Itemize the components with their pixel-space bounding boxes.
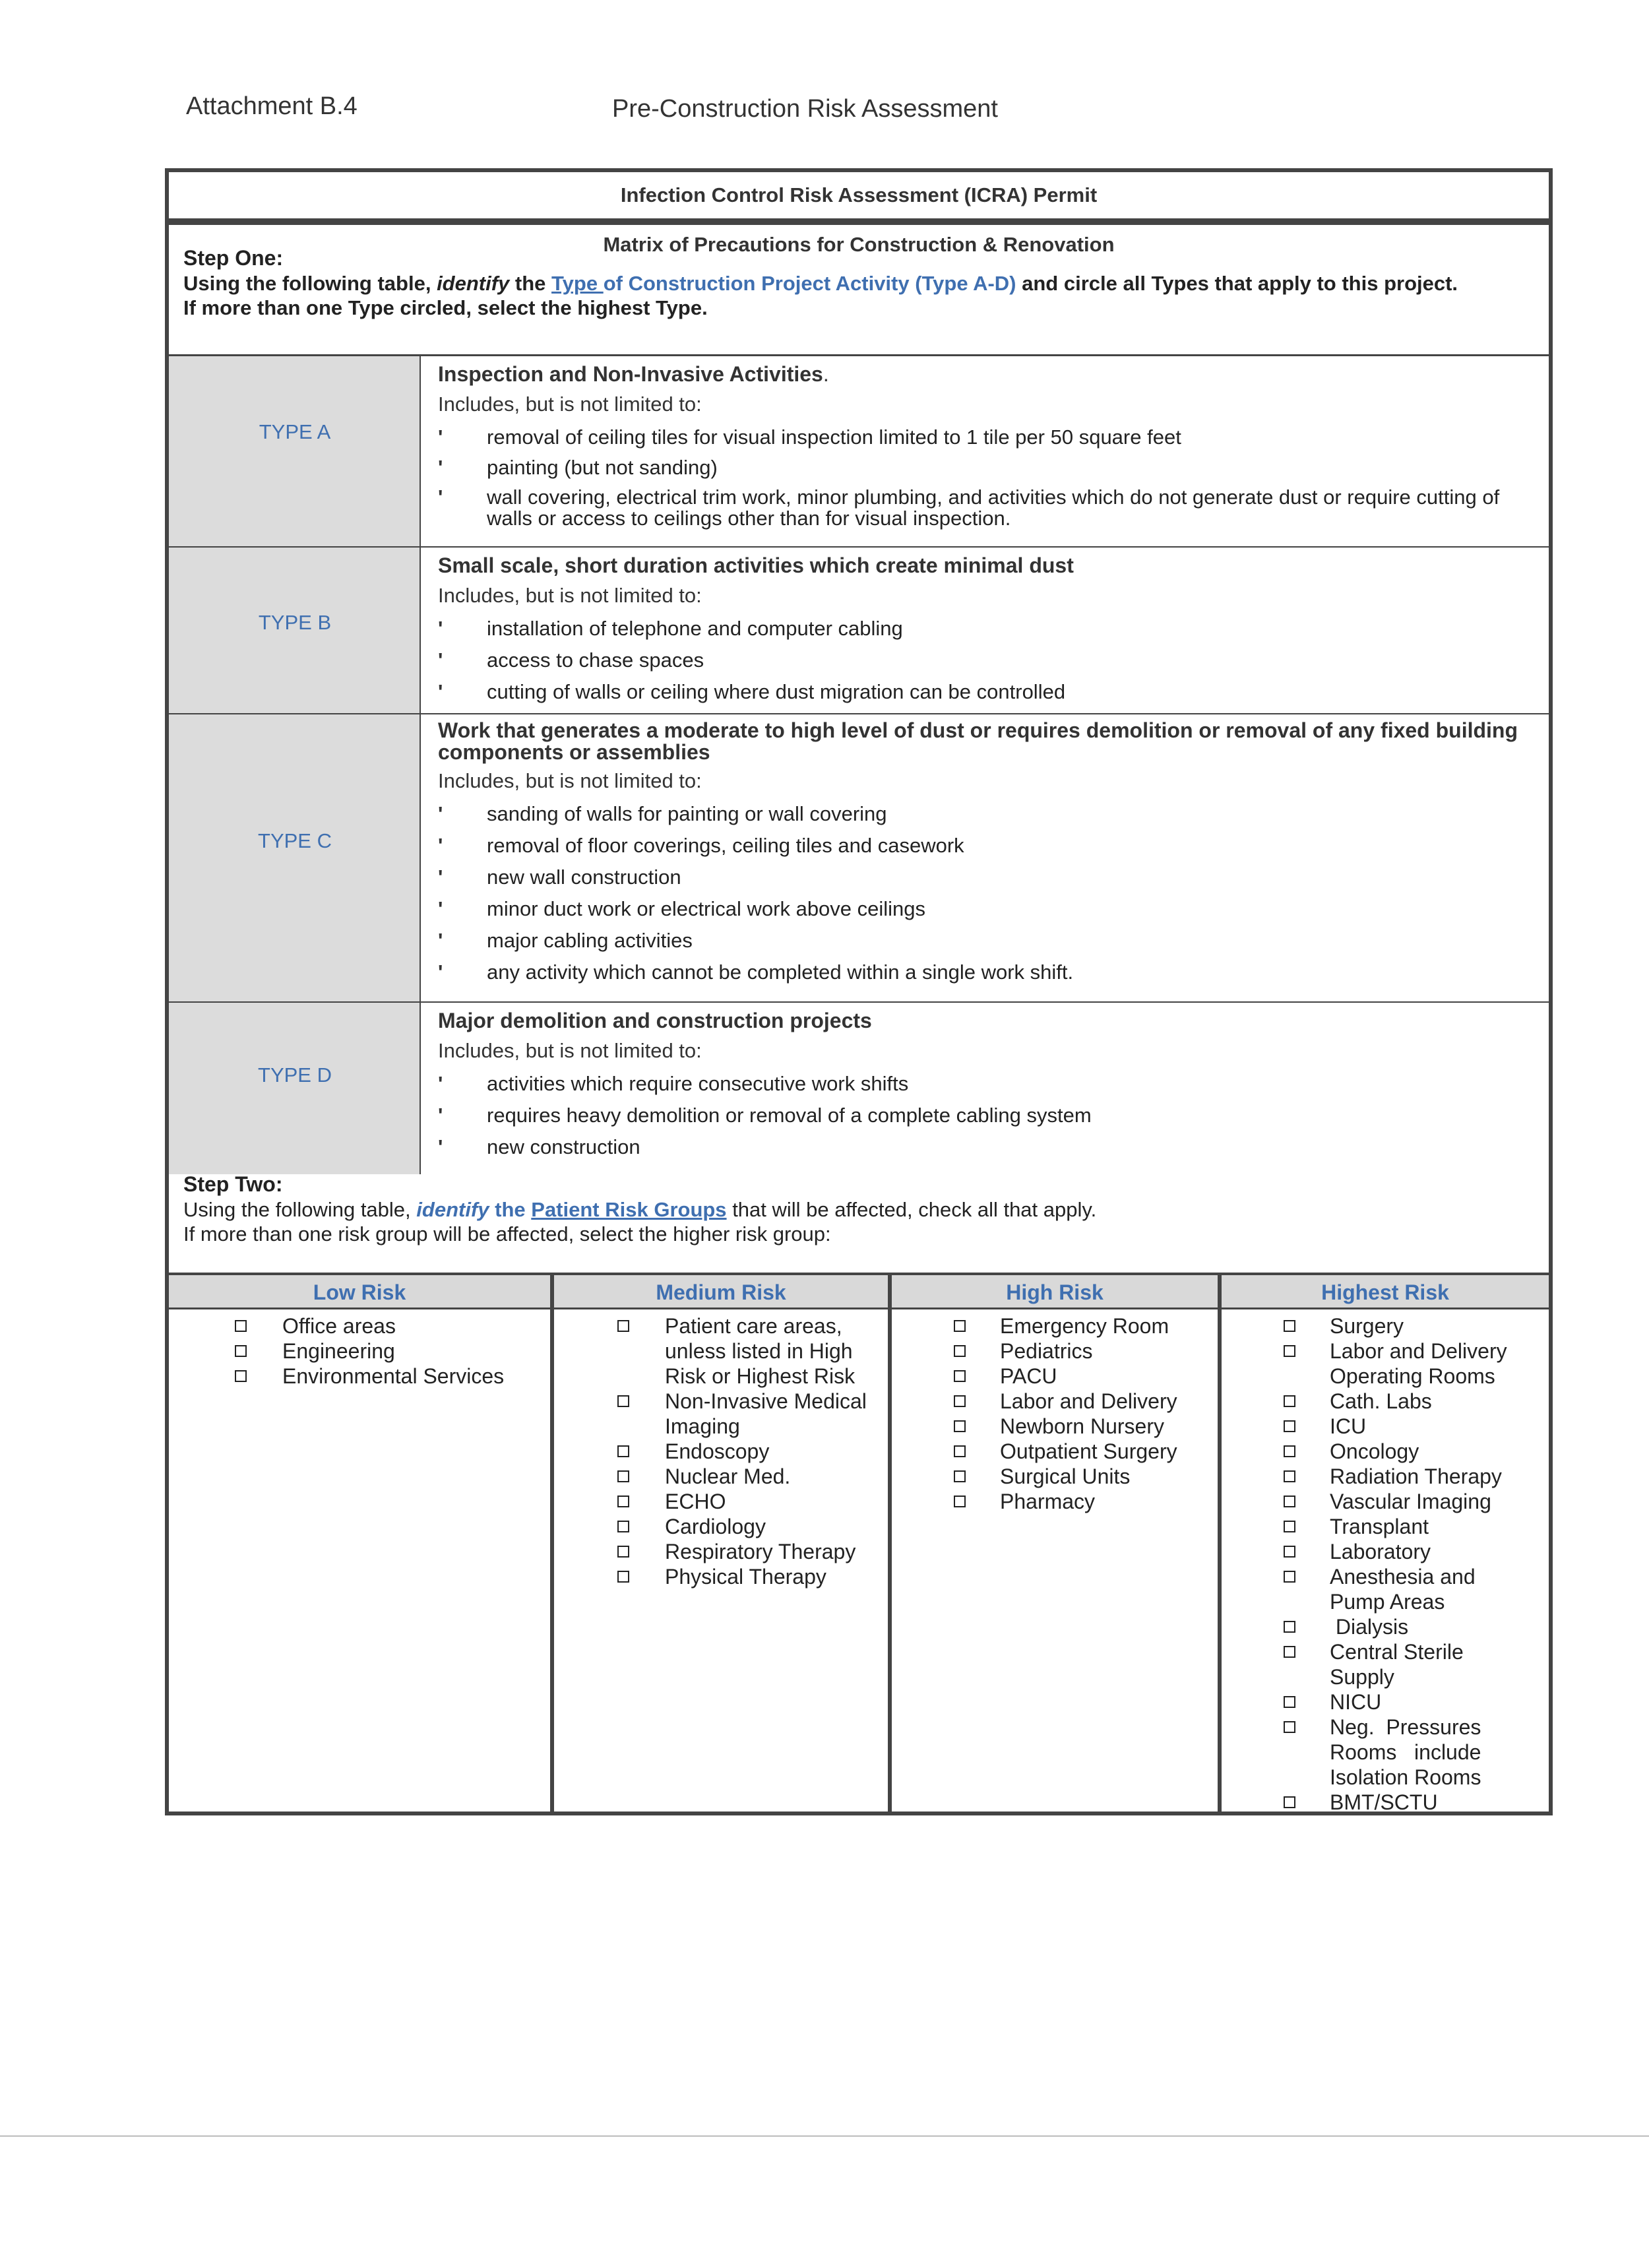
risk-item[interactable]: [892, 1339, 1218, 1364]
risk-column-medium: [550, 1275, 888, 1811]
checkbox-icon[interactable]: [954, 1395, 966, 1407]
type-heading-text: Inspection and Non-Invasive Activities: [438, 362, 823, 386]
checkbox-icon[interactable]: [954, 1420, 966, 1432]
risk-item[interactable]: [1222, 1414, 1549, 1439]
checkbox-icon[interactable]: [1284, 1621, 1295, 1633]
type-link-rest: of Construction Project Activity (Type A-D): [603, 272, 1016, 295]
attachment-label: Attachment B.4: [186, 92, 358, 120]
risk-item-label: unless listed in High: [665, 1339, 853, 1363]
risk-item[interactable]: [1222, 1313, 1549, 1339]
risk-item-label: Central Sterile: [1330, 1640, 1464, 1664]
checkbox-icon[interactable]: [617, 1521, 629, 1532]
type-label: TYPE C: [258, 829, 332, 852]
risk-item-label: Pharmacy: [1000, 1490, 1096, 1513]
risk-item-list: [1222, 1309, 1549, 1815]
risk-item-label: Neg. Pressures: [1330, 1715, 1481, 1739]
step-one-line-two: If more than one Type circled, select the highest Type.: [183, 296, 708, 319]
type-label: TYPE D: [258, 1063, 332, 1087]
type-link: Type: [551, 272, 604, 295]
type-row-d: [169, 1003, 1549, 1174]
checkbox-icon[interactable]: [235, 1320, 247, 1332]
type-bullet: ' requires heavy demolition or removal of a complete cabling system: [438, 1104, 1540, 1127]
risk-item-list: [554, 1309, 888, 1589]
risk-item[interactable]: [1222, 1715, 1549, 1790]
risk-item[interactable]: [554, 1539, 888, 1564]
type-label: TYPE A: [259, 420, 331, 443]
type-bullet: ' new wall construction: [438, 866, 1540, 889]
type-content: [438, 1003, 1540, 1158]
step-two-text-prefix: Using the following table,: [183, 1198, 411, 1221]
checkbox-icon[interactable]: [617, 1395, 629, 1407]
risk-item-label: Pediatrics: [1000, 1339, 1093, 1363]
risk-item[interactable]: [554, 1439, 888, 1464]
risk-item-label: BMT/SCTU: [1330, 1790, 1438, 1814]
risk-item[interactable]: [169, 1339, 550, 1364]
risk-item-label: Laboratory: [1330, 1540, 1431, 1563]
risk-item-label: Physical Therapy: [665, 1565, 826, 1589]
checkbox-icon[interactable]: [617, 1546, 629, 1558]
checkbox-icon[interactable]: [1284, 1696, 1295, 1708]
risk-item-label: Imaging: [665, 1414, 740, 1438]
includes-label: Includes, but is not limited to:: [438, 393, 702, 416]
type-label: TYPE B: [258, 611, 332, 634]
risk-item[interactable]: [1222, 1539, 1549, 1564]
step-one-instructions: [183, 271, 1542, 320]
risk-item[interactable]: [892, 1464, 1218, 1489]
risk-item-label: Environmental Services: [282, 1364, 505, 1388]
checkbox-icon[interactable]: [954, 1320, 966, 1332]
type-bullet: ' installation of telephone and computer cabling: [438, 617, 1540, 640]
risk-item-label: Cath. Labs: [1330, 1389, 1432, 1413]
checkbox-icon[interactable]: [235, 1370, 247, 1382]
type-heading: Work that generates a moderate to high level of dust or requires demolition or removal of any fixed building components or assemblies: [438, 718, 1518, 764]
patient-risk-groups-table: [165, 1273, 1553, 1815]
risk-item-label: Isolation Rooms: [1330, 1765, 1481, 1789]
risk-item[interactable]: [169, 1364, 550, 1389]
risk-item-label: PACU: [1000, 1364, 1057, 1388]
checkbox-icon[interactable]: [1284, 1546, 1295, 1558]
risk-item-label: Outpatient Surgery: [1000, 1439, 1177, 1463]
step-one-identify: identify: [437, 272, 510, 295]
checkbox-icon[interactable]: [1284, 1445, 1295, 1457]
risk-item-label: Risk or Highest Risk: [665, 1364, 856, 1388]
form-title: Infection Control Risk Assessment (ICRA) Permit: [165, 168, 1553, 222]
type-bullet: ' activities which require consecutive work shifts: [438, 1073, 1540, 1095]
risk-item[interactable]: [892, 1414, 1218, 1439]
patient-risk-groups-link: Patient Risk Groups: [531, 1198, 727, 1221]
construction-types-table: [165, 354, 1553, 1172]
risk-item-label: Engineering: [282, 1339, 395, 1363]
risk-item-label: Surgical Units: [1000, 1465, 1131, 1488]
checkbox-icon[interactable]: [1284, 1345, 1295, 1357]
risk-item[interactable]: [1222, 1439, 1549, 1464]
risk-item-label: Non-Invasive Medical: [665, 1389, 867, 1413]
risk-item-label: Vascular Imaging: [1330, 1490, 1491, 1513]
risk-item[interactable]: [892, 1313, 1218, 1339]
risk-item-label: Respiratory Therapy: [665, 1540, 856, 1563]
type-row-c: [169, 714, 1549, 1003]
checkbox-icon[interactable]: [954, 1370, 966, 1382]
type-bullet: ' removal of ceiling tiles for visual inspection limited to 1 tile per 50 square feet: [438, 426, 1540, 449]
page-header: [0, 92, 1649, 132]
type-bullet: ' new construction: [438, 1136, 1540, 1158]
type-heading: Small scale, short duration activities which create minimal dust: [438, 553, 1074, 577]
risk-item-label: Endoscopy: [665, 1439, 770, 1463]
type-content: [438, 356, 1540, 529]
risk-item[interactable]: [169, 1313, 550, 1339]
step-two-heading: Step Two:: [183, 1172, 283, 1196]
checkbox-icon[interactable]: [954, 1470, 966, 1482]
risk-item-label: ECHO: [665, 1490, 726, 1513]
checkbox-icon[interactable]: [617, 1470, 629, 1482]
risk-column-header: Highest Risk: [1222, 1275, 1549, 1309]
checkbox-icon[interactable]: [617, 1571, 629, 1583]
risk-item-label: Patient care areas,: [665, 1314, 842, 1338]
risk-item[interactable]: [1222, 1389, 1549, 1414]
risk-item-list: [892, 1309, 1218, 1514]
type-bullet: ' cutting of walls or ceiling where dust migration can be controlled: [438, 681, 1540, 703]
risk-item[interactable]: [1222, 1689, 1549, 1715]
checkbox-icon[interactable]: [1284, 1646, 1295, 1658]
step-two-the: the: [495, 1198, 526, 1221]
type-label-cell: [169, 548, 421, 713]
checkbox-icon[interactable]: [1284, 1470, 1295, 1482]
risk-item[interactable]: [1222, 1489, 1549, 1514]
risk-column-low: [169, 1275, 550, 1811]
document-title: Pre-Construction Risk Assessment: [612, 95, 998, 123]
type-bullet: ' any activity which cannot be completed within a single work shift.: [438, 961, 1540, 984]
risk-item[interactable]: [892, 1364, 1218, 1389]
type-bullet: ' painting (but not sanding): [438, 457, 1540, 479]
risk-item-label: Newborn Nursery: [1000, 1414, 1164, 1438]
risk-item-label: Surgery: [1330, 1314, 1404, 1338]
type-heading: [438, 362, 1540, 387]
risk-item-label: Transplant: [1330, 1515, 1429, 1538]
step-two-instructions: [183, 1197, 1096, 1246]
risk-item-label: Cardiology: [665, 1515, 766, 1538]
risk-item[interactable]: [554, 1464, 888, 1489]
step-two-text-suffix: that will be affected, check all that apply.: [732, 1198, 1097, 1221]
risk-column-header: Low Risk: [169, 1275, 550, 1309]
step-two-identify: identify: [416, 1198, 489, 1221]
risk-item[interactable]: [1222, 1564, 1549, 1614]
step-one-the: the: [514, 272, 546, 295]
type-content: [438, 548, 1540, 703]
risk-item[interactable]: [1222, 1614, 1549, 1639]
checkbox-icon[interactable]: [617, 1445, 629, 1457]
risk-item[interactable]: [892, 1389, 1218, 1414]
risk-item[interactable]: [1222, 1639, 1549, 1689]
risk-item[interactable]: [892, 1439, 1218, 1464]
risk-item-label: Anesthesia and: [1330, 1565, 1476, 1589]
includes-label: Includes, but is not limited to:: [438, 584, 702, 607]
type-bullet: ' minor duct work or electrical work above ceilings: [438, 898, 1540, 920]
checkbox-icon[interactable]: [954, 1445, 966, 1457]
risk-item[interactable]: [1222, 1339, 1549, 1389]
risk-item[interactable]: [1222, 1790, 1549, 1815]
step-one-text-suffix: and circle all Types that apply to this project.: [1022, 272, 1458, 295]
type-bullet: ' access to chase spaces: [438, 649, 1540, 672]
risk-item-label: Dialysis: [1330, 1615, 1409, 1639]
risk-item[interactable]: [554, 1564, 888, 1589]
checkbox-icon[interactable]: [954, 1496, 966, 1507]
step-one-section: [165, 222, 1553, 354]
checkbox-icon[interactable]: [1284, 1395, 1295, 1407]
risk-item[interactable]: [554, 1389, 888, 1439]
risk-item-label: Radiation Therapy: [1330, 1465, 1502, 1488]
step-one-heading: Step One:: [183, 246, 284, 270]
risk-item[interactable]: [1222, 1514, 1549, 1539]
checkbox-icon[interactable]: [617, 1320, 629, 1332]
risk-item-list: [169, 1309, 550, 1389]
includes-label: Includes, but is not limited to:: [438, 769, 702, 792]
checkbox-icon[interactable]: [1284, 1721, 1295, 1733]
risk-item-label: Labor and Delivery: [1330, 1339, 1507, 1363]
checkbox-icon[interactable]: [1284, 1420, 1295, 1432]
type-label-cell: [169, 1003, 421, 1174]
type-label-cell: [169, 714, 421, 1001]
risk-item[interactable]: [554, 1313, 888, 1389]
risk-item-label: NICU: [1330, 1690, 1382, 1714]
checkbox-icon[interactable]: [1284, 1571, 1295, 1583]
risk-item-label: Nuclear Med.: [665, 1465, 791, 1488]
risk-column-highest: [1218, 1275, 1549, 1814]
risk-item-label: Office areas: [282, 1314, 396, 1338]
icra-permit-form: [165, 168, 1553, 1815]
checkbox-icon[interactable]: [1284, 1496, 1295, 1507]
type-row-b: [169, 548, 1549, 714]
checkbox-icon[interactable]: [1284, 1320, 1295, 1332]
risk-column-header: Medium Risk: [554, 1275, 888, 1309]
type-bullet: ' wall covering, electrical trim work, minor plumbing, and activities which do not generate dust or require cutting of walls or access to ceilings other than for visual inspection.: [438, 487, 1540, 529]
step-one-text-prefix: Using the following table,: [183, 272, 431, 295]
matrix-title: Matrix of Precautions for Construction & Renovation: [603, 233, 1115, 256]
risk-item-label: Supply: [1330, 1665, 1394, 1689]
risk-item[interactable]: [554, 1514, 888, 1539]
risk-column-header: High Risk: [892, 1275, 1218, 1309]
risk-item-label: Rooms include: [1330, 1740, 1481, 1764]
type-bullet: ' sanding of walls for painting or wall covering: [438, 803, 1540, 825]
type-bullet: ' major cabling activities: [438, 929, 1540, 952]
risk-item-label: Emergency Room: [1000, 1314, 1169, 1338]
checkbox-icon[interactable]: [1284, 1796, 1295, 1808]
risk-item-label: ICU: [1330, 1414, 1367, 1438]
checkbox-icon[interactable]: [235, 1345, 247, 1357]
risk-item-label: Oncology: [1330, 1439, 1419, 1463]
step-two-line-two: If more than one risk group will be affected, select the higher risk group:: [183, 1222, 831, 1245]
step-two-section: [165, 1172, 1553, 1273]
type-heading-period: .: [823, 362, 829, 386]
type-content: [438, 714, 1540, 984]
checkbox-icon[interactable]: [1284, 1521, 1295, 1532]
risk-item-label: Labor and Delivery: [1000, 1389, 1177, 1413]
checkbox-icon[interactable]: [954, 1345, 966, 1357]
risk-column-high: [888, 1275, 1218, 1811]
type-bullet: ' removal of floor coverings, ceiling tiles and casework: [438, 835, 1540, 857]
risk-item[interactable]: [554, 1489, 888, 1514]
type-row-a: [169, 356, 1549, 548]
risk-item-label: Pump Areas: [1330, 1590, 1445, 1614]
checkbox-icon[interactable]: [617, 1496, 629, 1507]
risk-item[interactable]: [1222, 1464, 1549, 1489]
includes-label: Includes, but is not limited to:: [438, 1039, 702, 1062]
risk-item-label: Operating Rooms: [1330, 1364, 1495, 1388]
type-heading: Major demolition and construction projects: [438, 1009, 872, 1032]
page-bottom-rule: [0, 2135, 1649, 2137]
type-label-cell: [169, 356, 421, 546]
risk-item[interactable]: [892, 1489, 1218, 1514]
